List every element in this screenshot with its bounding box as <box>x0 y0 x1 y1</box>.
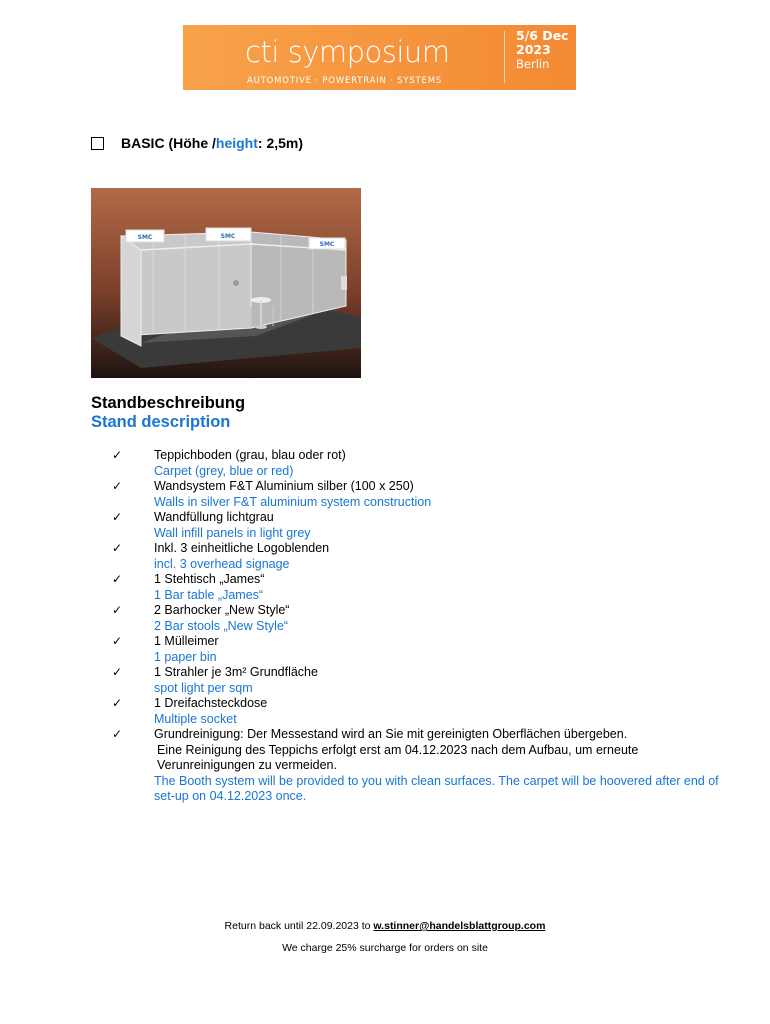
checkmark-icon: ✓ <box>112 448 123 462</box>
checkmark-icon: ✓ <box>112 727 123 741</box>
brand-logo-text: cti symposium <box>245 35 450 69</box>
feature-en: Multiple socket <box>154 711 237 726</box>
cleaning-de-3: Verunreinigungen zu vermeiden. <box>157 758 337 772</box>
list-item <box>112 665 732 696</box>
cleaning-en: The Booth system will be provided to you with clean surfaces. The carpet will be hoovered after end of set-up on 04.12.2023 once. <box>154 773 719 803</box>
banner-divider <box>504 31 505 83</box>
cleaning-item <box>112 727 732 805</box>
feature-en: 1 Bar table „James“ <box>154 587 264 602</box>
list-item <box>112 603 732 634</box>
sign-text-1: SMC <box>137 234 153 241</box>
list-item <box>112 696 732 727</box>
cleaning-de-2: Eine Reinigung des Teppichs erfolgt erst am 04.12.2023 nach dem Aufbau, um erneute <box>157 742 639 757</box>
stand-heading-en: Stand description <box>91 413 231 431</box>
feature-de: Wandfüllung lichtgrau <box>154 510 274 524</box>
return-text: Return back until 22.09.2023 to <box>224 920 374 932</box>
feature-en: Carpet (grey, blue or red) <box>154 463 294 478</box>
checkmark-icon: ✓ <box>112 541 123 555</box>
checkmark-icon: ✓ <box>112 510 123 524</box>
cleaning-de-1: Grundreinigung: Der Messestand wird an Sie mit gereinigten Oberflächen übergeben. <box>154 727 628 741</box>
basic-option-checkbox[interactable] <box>91 137 104 150</box>
feature-de: 2 Barhocker „New Style“ <box>154 603 290 617</box>
feature-de: Inkl. 3 einheitliche Logoblenden <box>154 541 330 555</box>
feature-en: 1 paper bin <box>154 649 217 664</box>
feature-de: 1 Strahler je 3m² Grundfläche <box>154 665 318 679</box>
checkmark-icon: ✓ <box>112 665 123 679</box>
feature-de: 1 Mülleimer <box>154 634 219 648</box>
basic-option <box>91 135 303 151</box>
list-item <box>112 510 732 541</box>
feature-de: 1 Dreifachsteckdose <box>154 696 268 710</box>
checkmark-icon: ✓ <box>112 572 123 586</box>
feature-en: Wall infill panels in light grey <box>154 525 311 540</box>
feature-de: 1 Stehtisch „James“ <box>154 572 265 586</box>
checkmark-icon: ✓ <box>112 696 123 710</box>
option-label-start: BASIC (Höhe / <box>121 135 216 151</box>
stand-illustration <box>91 188 361 378</box>
feature-list <box>112 448 732 805</box>
contact-email-link[interactable]: w.stinner@handelsblattgroup.com <box>373 920 546 932</box>
sign-text-3: SMC <box>319 241 335 248</box>
list-item <box>112 479 732 510</box>
event-date <box>516 29 569 71</box>
event-date-year: 2023 <box>516 42 551 57</box>
feature-de: Teppichboden (grau, blau oder rot) <box>154 448 346 462</box>
surcharge-note: We charge 25% surcharge for orders on site <box>282 942 488 954</box>
list-item <box>112 572 732 603</box>
event-date-days: 5/6 Dec <box>516 28 569 43</box>
list-item <box>112 448 732 479</box>
sign-text-2: SMC <box>220 233 236 240</box>
feature-en: spot light per sqm <box>154 680 253 695</box>
checkmark-icon: ✓ <box>112 603 123 617</box>
checkmark-icon: ✓ <box>112 634 123 648</box>
list-item <box>112 634 732 665</box>
return-note <box>0 920 770 932</box>
feature-en: 2 Bar stools „New Style“ <box>154 618 289 633</box>
cti-symposium-banner <box>183 25 576 90</box>
stand-heading-de: Standbeschreibung <box>91 394 246 412</box>
feature-de: Wandsystem F&T Aluminium silber (100 x 250) <box>154 479 414 493</box>
list-item <box>112 541 732 572</box>
checkmark-icon: ✓ <box>112 479 123 493</box>
event-city: Berlin <box>516 57 550 71</box>
feature-en: Walls in silver F&T aluminium system construction <box>154 494 432 509</box>
option-label-height: height <box>215 135 258 151</box>
brand-tagline: AUTOMOTIVE · POWERTRAIN · SYSTEMS <box>247 76 443 86</box>
option-label-end: : 2,5m) <box>257 135 304 151</box>
feature-en: incl. 3 overhead signage <box>154 556 290 571</box>
